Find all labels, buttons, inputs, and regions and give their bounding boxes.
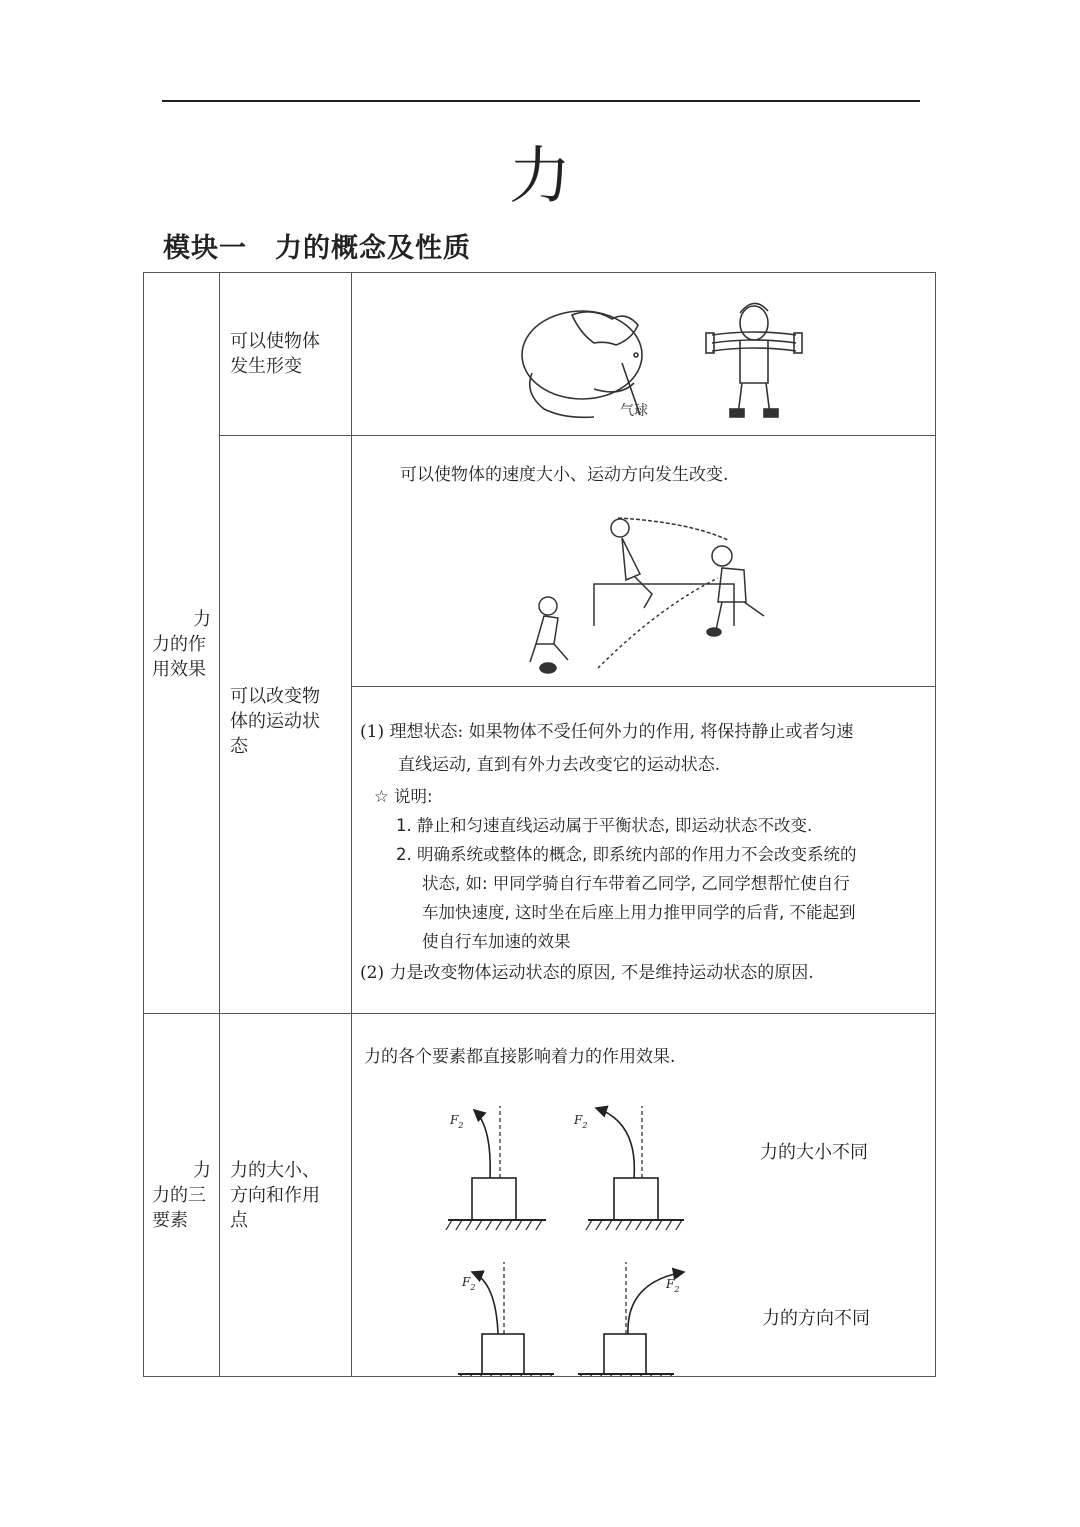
table-row (144, 436, 936, 687)
speed-text: 可以使物体的速度大小、运动方向发生改变. (400, 465, 729, 485)
force-diagrams (352, 1084, 936, 1376)
motion-label-line: 体的运动状 (230, 711, 320, 732)
note-item: 1. 静止和匀速直线运动属于平衡状态, 即运动状态不改变. (396, 816, 813, 835)
balloon-hands-drawing (522, 311, 642, 417)
ideal-state-cell (352, 687, 936, 1014)
force-label: $F_2$ (574, 1113, 588, 1130)
category-cell-effect (144, 273, 220, 1014)
deform-label-line: 发生形变 (230, 356, 302, 377)
size-caption: 力的大小不同 (760, 1142, 868, 1163)
label-cell-deform (220, 273, 352, 436)
category-line: 力 (193, 609, 211, 630)
note-item-continued: 状态, 如: 甲同学骑自行车带着乙同学, 乙同学想帮忙使自行 (422, 874, 850, 893)
category-line: 力的三 (152, 1185, 206, 1206)
table-row (144, 1014, 936, 1377)
elements-intro: 力的各个要素都直接影响着力的作用效果. (364, 1047, 676, 1067)
force-label: $F_2$ (462, 1275, 476, 1292)
motion-label-line: 态 (230, 736, 248, 757)
ideal-state-line: 直线运动, 直到有外力去改变它的运动状态. (398, 755, 721, 775)
category-line: 要素 (152, 1210, 188, 1231)
deform-illustration-cell (352, 273, 936, 436)
force-label: $F_2$ (450, 1113, 464, 1130)
top-rule (162, 100, 920, 102)
note-title: ☆ 说明: (374, 787, 433, 806)
elements-label-line: 方向和作用 (230, 1185, 320, 1206)
deform-label-line: 可以使物体 (230, 331, 320, 352)
deformation-illustration (502, 293, 822, 423)
point-two-text: (2) 力是改变物体运动状态的原因, 不是维持运动状态的原因. (360, 963, 814, 983)
category-line: 用效果 (152, 659, 206, 680)
balloon-label: 气球 (620, 403, 648, 419)
concept-table (143, 272, 936, 1377)
motion-label-line: 可以改变物 (230, 686, 320, 707)
force-diagram-left (456, 1262, 554, 1376)
force-diagram-right (576, 1262, 684, 1376)
category-line: 力 (193, 1160, 211, 1181)
note-item-continued: 使自行车加速的效果 (422, 932, 571, 951)
ideal-state-line: (1) 理想状态: 如果物体不受任何外力的作用, 将保持静止或者匀速 (360, 722, 854, 742)
elements-cell (352, 1014, 936, 1377)
expander-boy-drawing (706, 303, 802, 417)
force-diagram-large (573, 1106, 684, 1230)
elements-label-line: 点 (230, 1210, 248, 1231)
elements-label-line: 力的大小、 (230, 1160, 320, 1181)
goalkeeper-illustration (522, 516, 812, 676)
page-title: 力 (508, 139, 571, 212)
table-row (144, 273, 936, 436)
note-item: 2. 明确系统或整体的概念, 即系统内部的作用力不会改变系统的 (396, 845, 857, 864)
speed-cell (352, 436, 936, 687)
label-cell-motion (220, 436, 352, 1014)
force-diagram-small (446, 1106, 546, 1230)
label-cell-elements (220, 1014, 352, 1377)
soccer-scene-drawing (530, 518, 764, 673)
force-label: $F_2$ (666, 1277, 680, 1294)
module-heading: 模块一 力的概念及性质 (163, 233, 471, 264)
direction-caption: 力的方向不同 (762, 1308, 870, 1329)
note-item-continued: 车加快速度, 这时坐在后座上用力推甲同学的后背, 不能起到 (422, 903, 856, 922)
category-cell-elements (144, 1014, 220, 1377)
category-line: 力的作 (152, 634, 206, 655)
